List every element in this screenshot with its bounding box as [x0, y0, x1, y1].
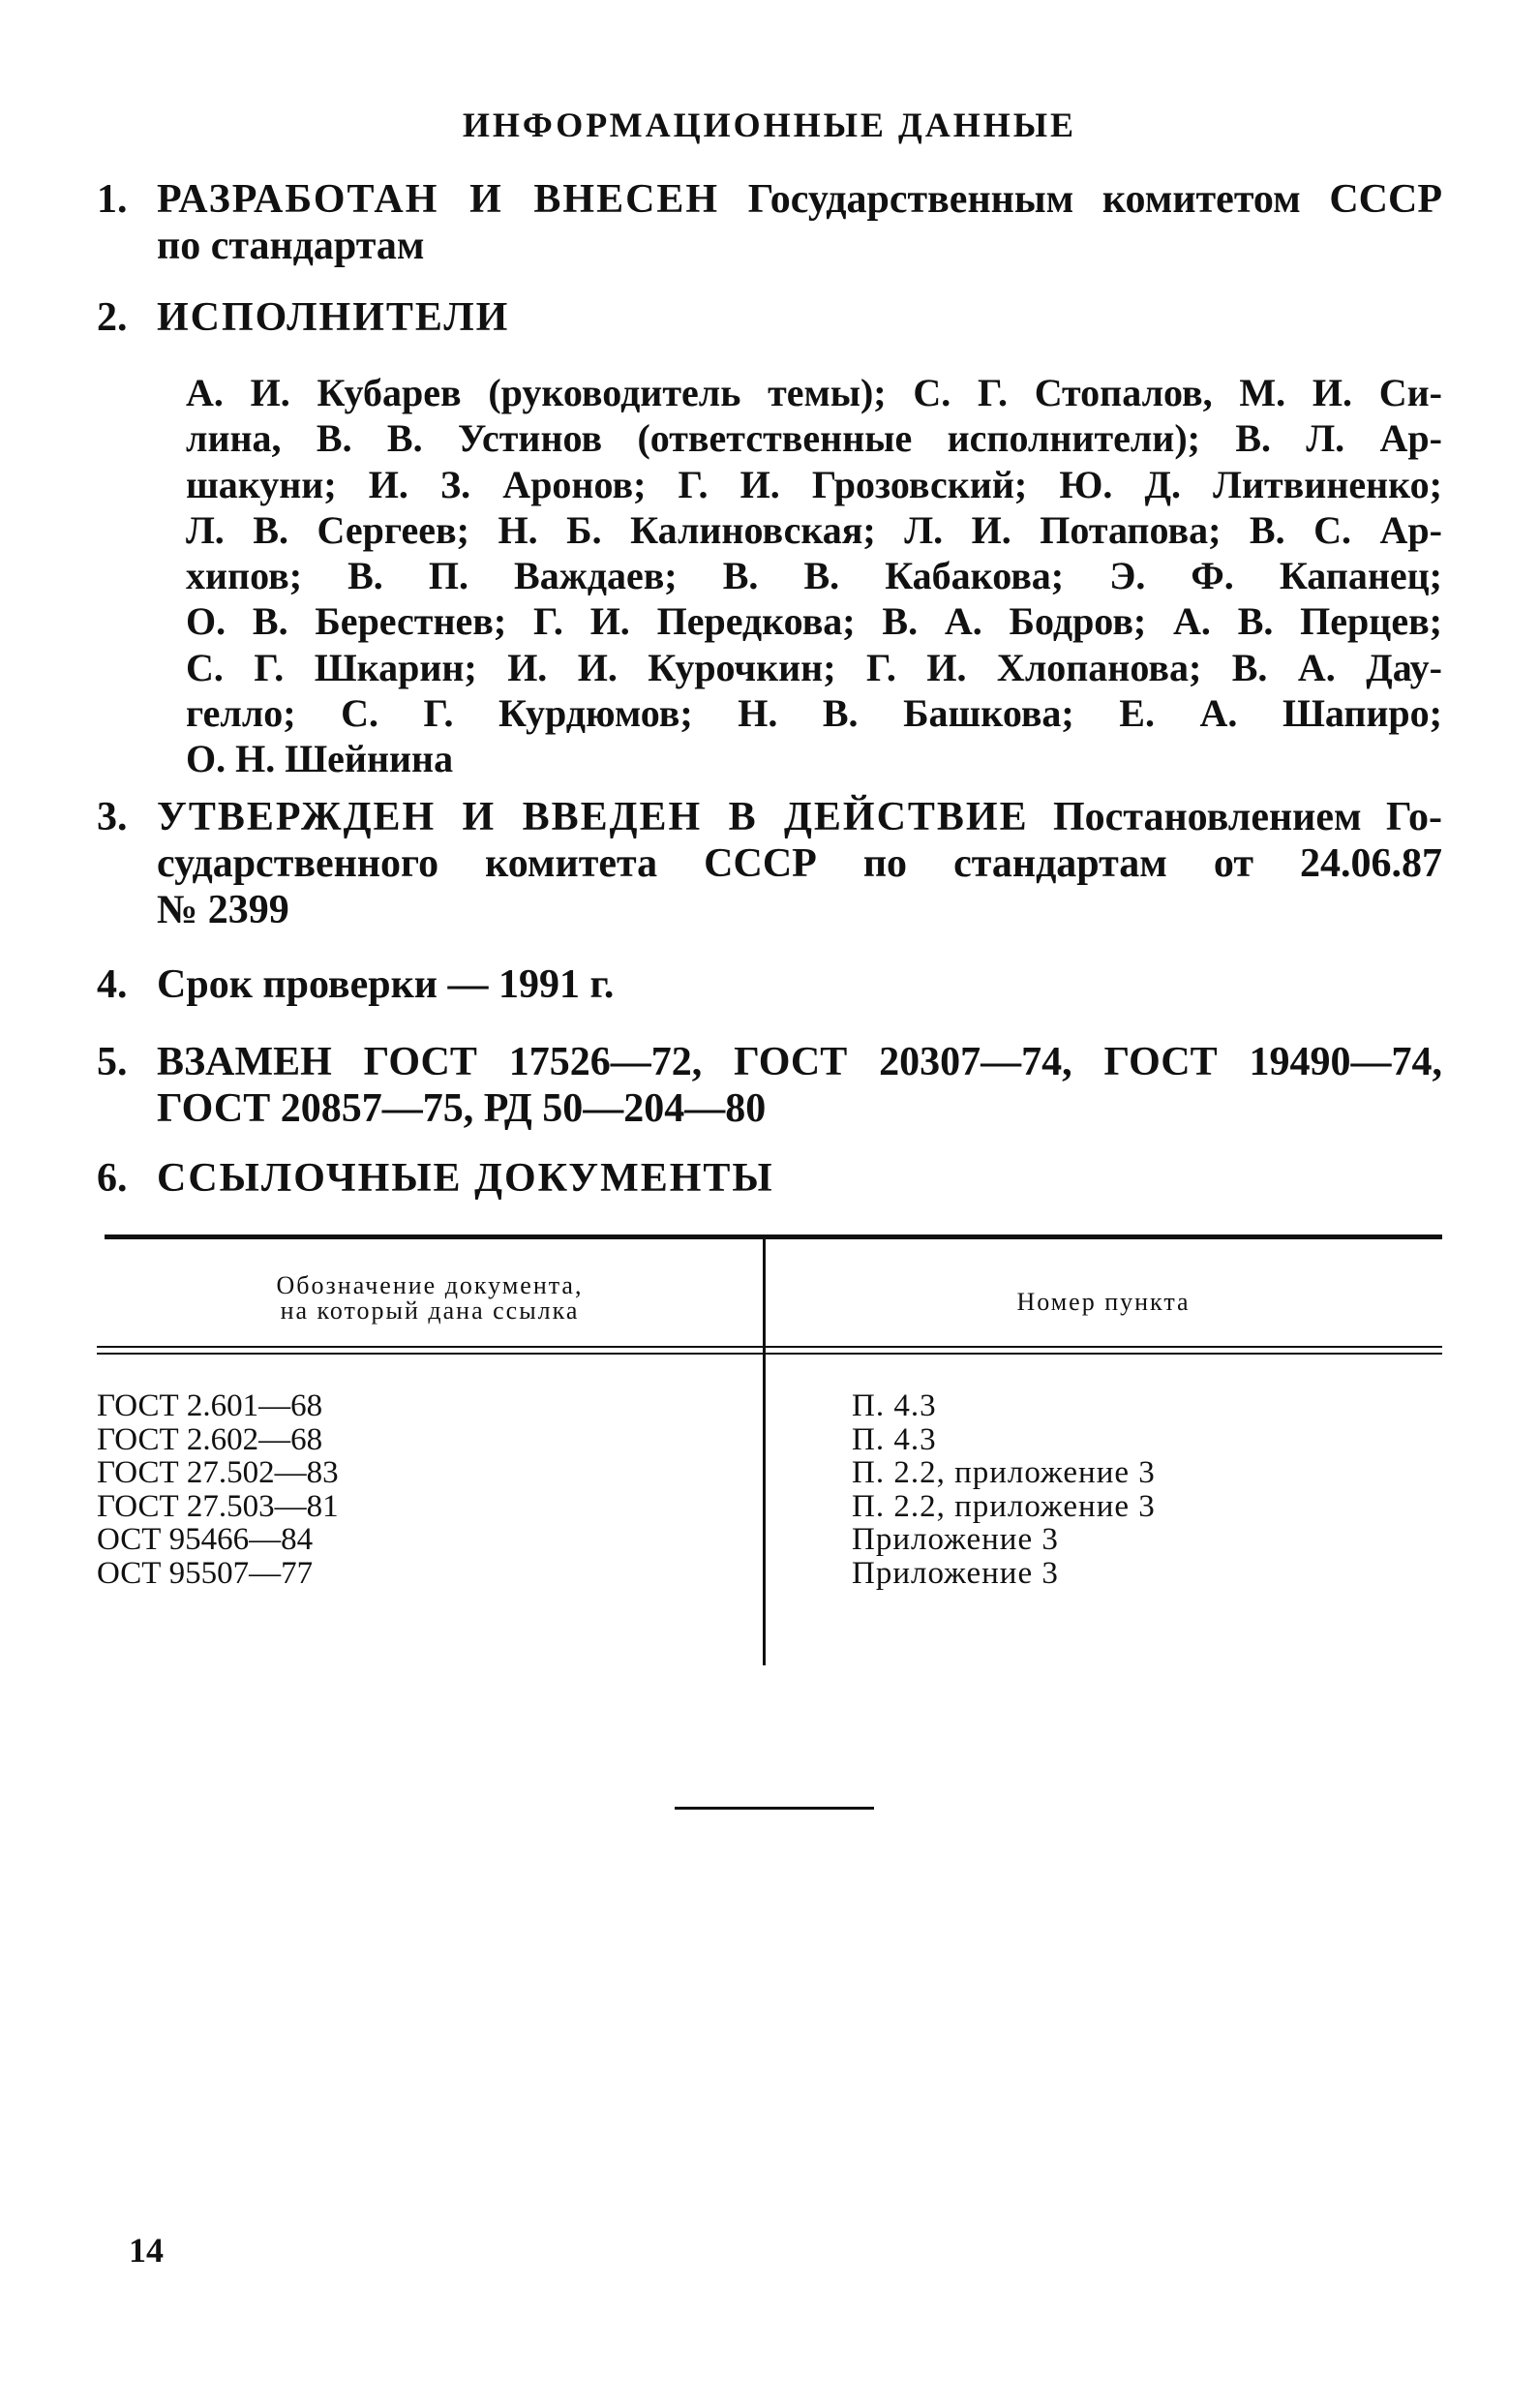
- table-cell-point: П. 4.3: [852, 1421, 937, 1457]
- item-caps-heading: ИСПОЛНИТЕЛИ: [157, 295, 510, 340]
- item-caps-heading: РАЗРАБОТАН И ВНЕСЕН: [157, 177, 720, 222]
- table-header-rule: [97, 1353, 1442, 1355]
- item-number: 5.: [97, 1040, 128, 1084]
- item-caps-heading: УТВЕРЖДЕН И ВВЕДЕН В ДЕЙСТВИЕ: [157, 795, 1029, 839]
- table-top-rule: [105, 1234, 1442, 1239]
- executors-line: шакуни; И. З. Аронов; Г. И. Грозовский; Ю. Д. Литвиненко;: [186, 462, 1442, 506]
- references-table: [97, 1234, 1442, 1670]
- end-divider: [675, 1807, 874, 1810]
- table-cell-point: Приложение 3: [852, 1522, 1059, 1557]
- table-header-rule: [97, 1346, 1442, 1348]
- table-column-divider: [763, 1239, 766, 1665]
- item-number: 1.: [97, 177, 128, 222]
- executors-line: Л. В. Сергеев; Н. Б. Калиновская; Л. И. Потапова; В. С. Ар-: [186, 507, 1442, 552]
- page-title: ИНФОРМАЦИОННЫЕ ДАННЫЕ: [462, 106, 1077, 144]
- item-text: Срок проверки — 1991 г.: [157, 962, 615, 1007]
- executors-line: О. В. Берестнев; Г. И. Передкова; В. А. Бодров; А. В. Перцев;: [186, 599, 1442, 644]
- table-cell-point: П. 2.2, приложение 3: [852, 1488, 1156, 1524]
- item-number: 2.: [97, 295, 128, 340]
- table-cell-document: ГОСТ 2.602—68: [97, 1421, 323, 1457]
- item-number: 4.: [97, 962, 128, 1007]
- item-number: 6.: [97, 1156, 128, 1201]
- executors-line: хипов; В. П. Важдаев; В. В. Кабакова; Э. Ф. Капанец;: [186, 554, 1442, 598]
- table-cell-point: Приложение 3: [852, 1555, 1059, 1591]
- executors-line: С. Г. Шкарин; И. И. Курочкин; Г. И. Хлопанова; В. А. Дау-: [186, 645, 1442, 689]
- item-review: [97, 961, 1442, 1008]
- page-number: 14: [129, 2231, 164, 2270]
- item-developed: [97, 176, 1442, 269]
- table-cell-point: П. 4.3: [852, 1388, 937, 1423]
- item-text: сударственного комитета СССР по стандартам от 24.06.87: [157, 841, 1442, 886]
- executors-line: А. И. Кубарев (руководитель темы); С. Г. Стопалов, М. И. Си-: [186, 371, 1442, 414]
- table-cell-document: ОСТ 95507—77: [97, 1555, 314, 1591]
- item-text: ГОСТ 20857—75, РД 50—204—80: [157, 1086, 767, 1131]
- table-cell-document: ГОСТ 2.601—68: [97, 1388, 323, 1423]
- executors-line: О. Н. Шейнина: [186, 737, 454, 781]
- item-text: по стандартам: [157, 224, 425, 268]
- executors-line: лина, В. В. Устинов (ответственные исполнители); В. Л. Ар-: [186, 416, 1442, 461]
- executors-list: [186, 370, 1442, 782]
- item-text: № 2399: [157, 888, 289, 932]
- item-references: [97, 1155, 1442, 1202]
- item-caps-heading: ССЫЛОЧНЫЕ ДОКУМЕНТЫ: [157, 1156, 774, 1201]
- item-number: 3.: [97, 795, 128, 839]
- item-text: Государственным комитетом СССР: [747, 177, 1442, 222]
- executors-line: гелло; С. Г. Курдюмов; Н. В. Башкова; Е. А. Шапиро;: [186, 691, 1442, 736]
- item-text: Постановлением Го-: [1053, 795, 1443, 839]
- item-replaces: [97, 1039, 1442, 1132]
- item-approved: [97, 794, 1442, 933]
- table-cell-document: ОСТ 95466—84: [97, 1522, 314, 1557]
- item-text: ВЗАМЕН ГОСТ 17526—72, ГОСТ 20307—74, ГОСТ 19490—74,: [157, 1040, 1442, 1084]
- table-column-points: [852, 1389, 1156, 1590]
- table-column-documents: [97, 1389, 339, 1590]
- item-executors: [97, 294, 1442, 341]
- table-header-document: Обозначение документа, на который дана ссылка: [276, 1271, 584, 1325]
- table-cell-document: ГОСТ 27.503—81: [97, 1488, 339, 1524]
- table-header-point: Номер пункта: [1016, 1288, 1191, 1316]
- table-cell-point: П. 2.2, приложение 3: [852, 1455, 1156, 1490]
- table-cell-document: ГОСТ 27.502—83: [97, 1455, 339, 1490]
